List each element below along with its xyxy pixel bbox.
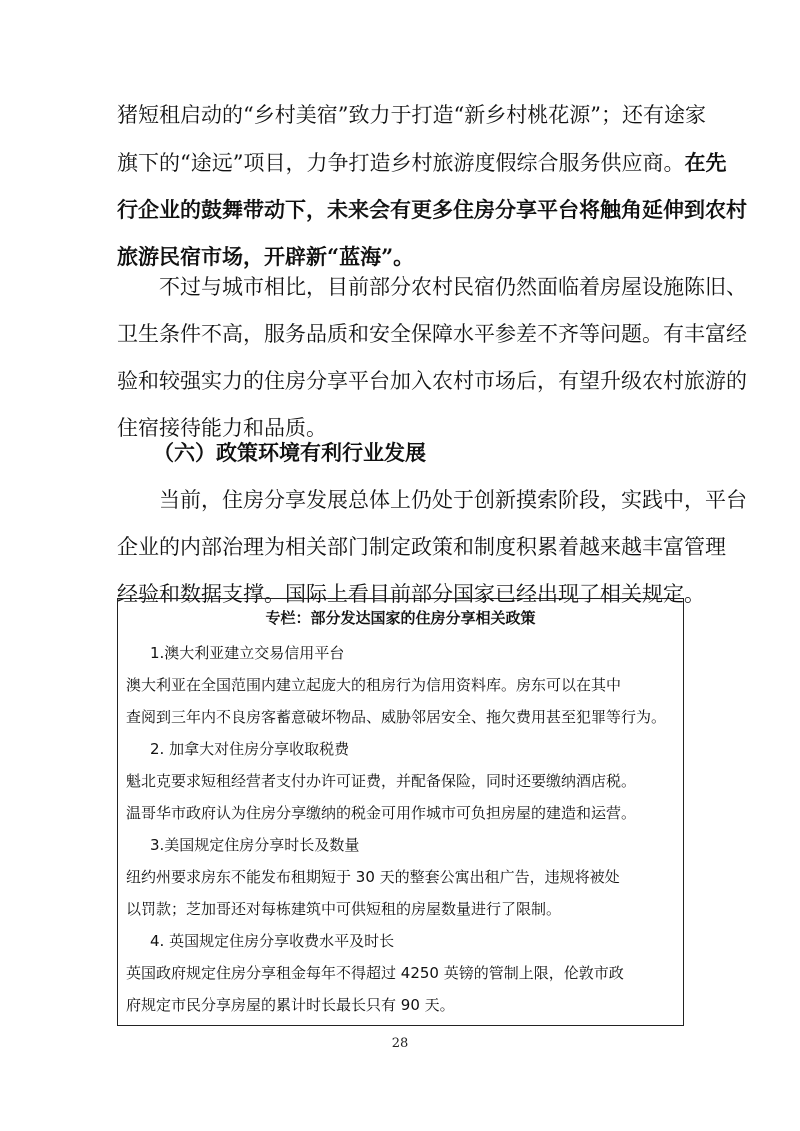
bold-text: 在先	[684, 150, 727, 175]
box-item-line: 温哥华市政府认为住房分享缴纳的税金可用作城市可负担房屋的建造和运营。	[126, 804, 637, 822]
box-item-line: 英国政府规定住房分享租金每年不得超过 4250 英镑的管制上限，伦敦市政	[126, 964, 624, 982]
box-item-heading: 2. 加拿大对住房分享收取税费	[150, 740, 350, 758]
text-line: 经验和数据支撑。国际上看目前部分国家已经出现了相关规定。	[117, 582, 705, 606]
text-line: 不过与城市相比，目前部分农村民宿仍然面临着房屋设施陈旧、	[159, 275, 747, 299]
text-line: 当前，住房分享发展总体上仍处于创新摸索阶段，实践中，平台	[159, 488, 747, 512]
box-item-heading: 4. 英国规定住房分享收费水平及时长	[150, 932, 395, 950]
page-number: 28	[391, 1036, 409, 1051]
text-line: 住宿接待能力和品质。	[117, 416, 327, 440]
box-item-line: 魁北克要求短租经营者支付办许可证费，并配备保险，同时还要缴纳酒店税。	[126, 772, 637, 790]
bold-text-line: 行企业的鼓舞带动下，未来会有更多住房分享平台将触角延伸到农村	[117, 197, 747, 222]
text-line: 猪短租启动的“乡村美宿”致力于打造“新乡村桃花源”；还有途家	[117, 103, 706, 127]
text-line: 验和较强实力的住房分享平台加入农村市场后，有望升级农村旅游的	[117, 369, 747, 393]
text-line: 企业的内部治理为相关部门制定政策和制度积累着越来越丰富管理	[117, 535, 726, 559]
box-item-line: 查阅到三年内不良房客蓄意破坏物品、威胁邻居安全、拖欠费用甚至犯罪等行为。	[126, 708, 667, 726]
box-item-line: 府规定市民分享房屋的累计时长最长只有 90 天。	[126, 996, 455, 1014]
box-item-heading: 1.澳大利亚建立交易信用平台	[150, 644, 345, 662]
paragraph-policy	[117, 477, 747, 618]
box-title: 专栏：部分发达国家的住房分享相关政策	[265, 609, 536, 627]
policy-sidebar-box	[117, 598, 684, 1026]
section-heading-wrap	[117, 430, 684, 477]
text-line: 旗下的“途远”项目，力争打造乡村旅游度假综合服务供应商。在先	[117, 150, 727, 175]
box-item-heading: 3.美国规定住房分享时长及数量	[150, 836, 360, 854]
section-heading: （六）政策环境有利行业发展	[153, 441, 426, 465]
paragraph-rural-homestay	[117, 92, 747, 280]
box-item-line: 以罚款；芝加哥还对每栋建筑中可供短租的房屋数量进行了限制。	[126, 900, 562, 918]
text-line: 卫生条件不高，服务品质和安全保障水平参差不齐等问题。有丰富经	[117, 322, 747, 346]
box-item-line: 澳大利亚在全国范围内建立起庞大的租房行为信用资料库。房东可以在其中	[126, 676, 622, 694]
paragraph-rural-comparison	[117, 264, 747, 452]
bold-text-line: 旅游民宿市场，开辟新“蓝海”。	[117, 244, 415, 269]
box-item-line: 纽约州要求房东不能发布租期短于 30 天的整套公寓出租广告，违规将被处	[126, 868, 620, 886]
